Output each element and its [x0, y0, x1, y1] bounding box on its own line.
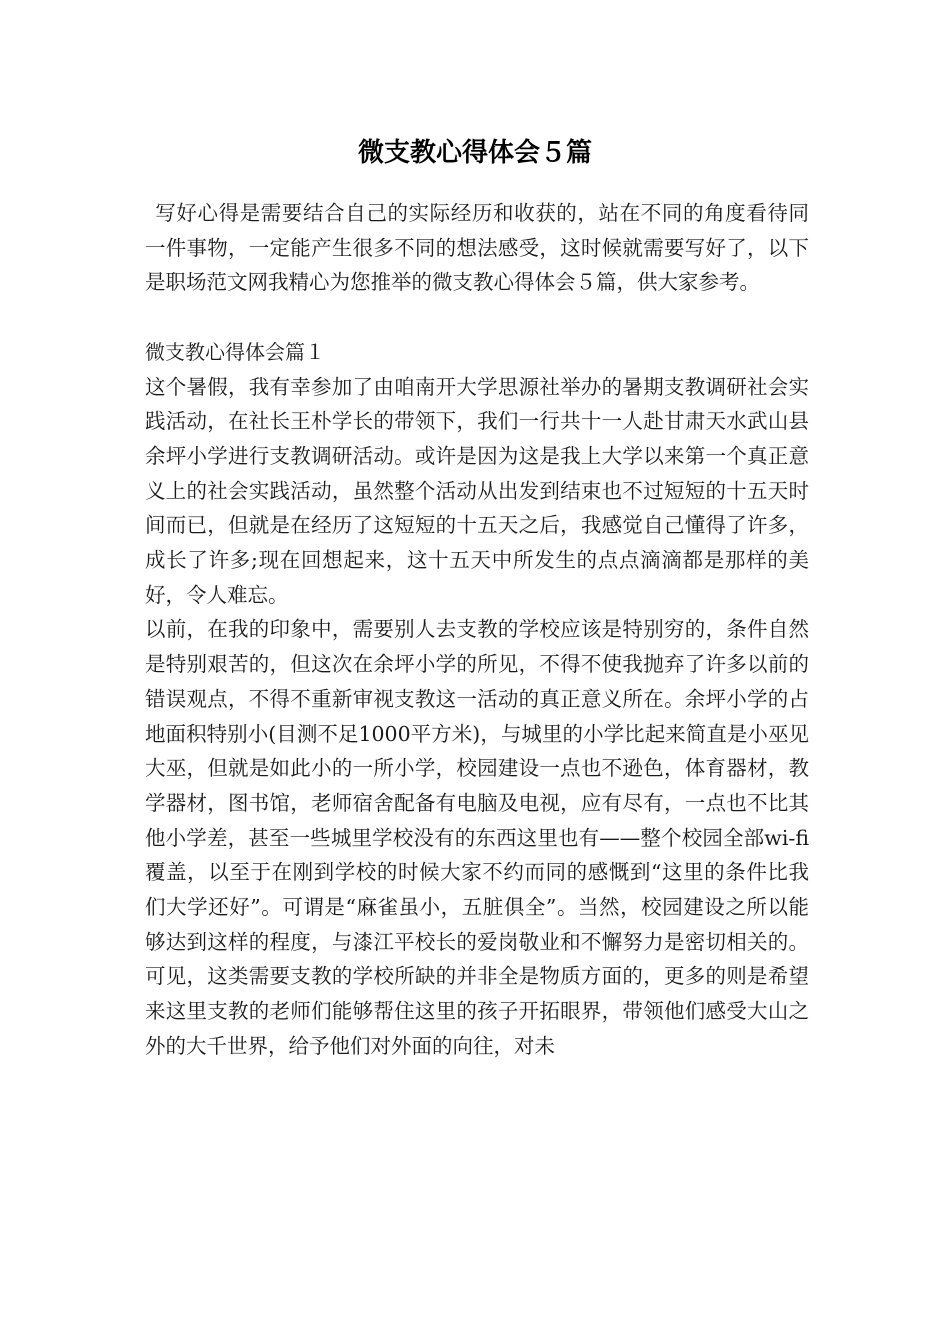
document-body	[145, 196, 809, 1064]
section-heading: 微支教心得体会篇１	[145, 339, 325, 364]
page-title: 微支教心得体会５篇	[357, 138, 592, 168]
intro-paragraph: 写好心得是需要结合自己的实际经历和收获的，站在不同的角度看待同一件事物，一定能产生很多不同的想法感受，这时候就需要写好了，以下是职场范文网我精心为您推举的微支教心得体会５篇，供大家参考。	[145, 201, 809, 295]
body-paragraph-1: 这个暑假，我有幸参加了由咱南开大学思源社举办的暑期支教调研社会实践活动，在社长王朴学长的带领下，我们一行共十一人赴甘肃天水武山县余坪小学进行支教调研活动。或许是因为这是我上大学以来第一个真正意义上的社会实践活动，虽然整个活动从出发到结束也不过短短的十五天时间而已，但就是在经历了这短短的十五天之后，我感觉自己懂得了许多，成长了许多;现在回想起来，这十五天中所发生的点点滴滴都是那样的美好，令人难忘。	[145, 374, 809, 607]
paragraph-spacer	[145, 300, 809, 335]
body-paragraph-2: 以前，在我的印象中，需要别人去支教的学校应该是特别穷的，条件自然是特别艰苦的，但这次在余坪小学的所见，不得不使我抛弃了许多以前的错误观点，不得不重新审视支教这一活动的真正意义所在。余坪小学的占地面积特别小(目测不足1000平方米)，与城里的小学比起来简直是小巫见大巫，但就是如此小的一所小学，校园建设一点也不逊色，体育器材，教学器材，图书馆，老师宿舍配备有电脑及电视，应有尽有，一点也不比其他小学差，甚至一些城里学校没有的东西这里也有——整个校园全部wi-fi覆盖，以至于在刚到学校的时候大家不约而同的感慨到“这里的条件比我们大学还好”。可谓是“麻雀虽小，五脏俱全”。当然，校园建设之所以能够达到这样的程度，与漆江平校长的爱岗敬业和不懈努力是密切相关的。可见，这类需要支教的学校所缺的并非全是物质方面的，更多的则是希望来这里支教的老师们能够帮住这里的孩子开拓眼界，带领他们感受大山之外的大千世界，给予他们对外面的向往，对未	[145, 617, 809, 1058]
